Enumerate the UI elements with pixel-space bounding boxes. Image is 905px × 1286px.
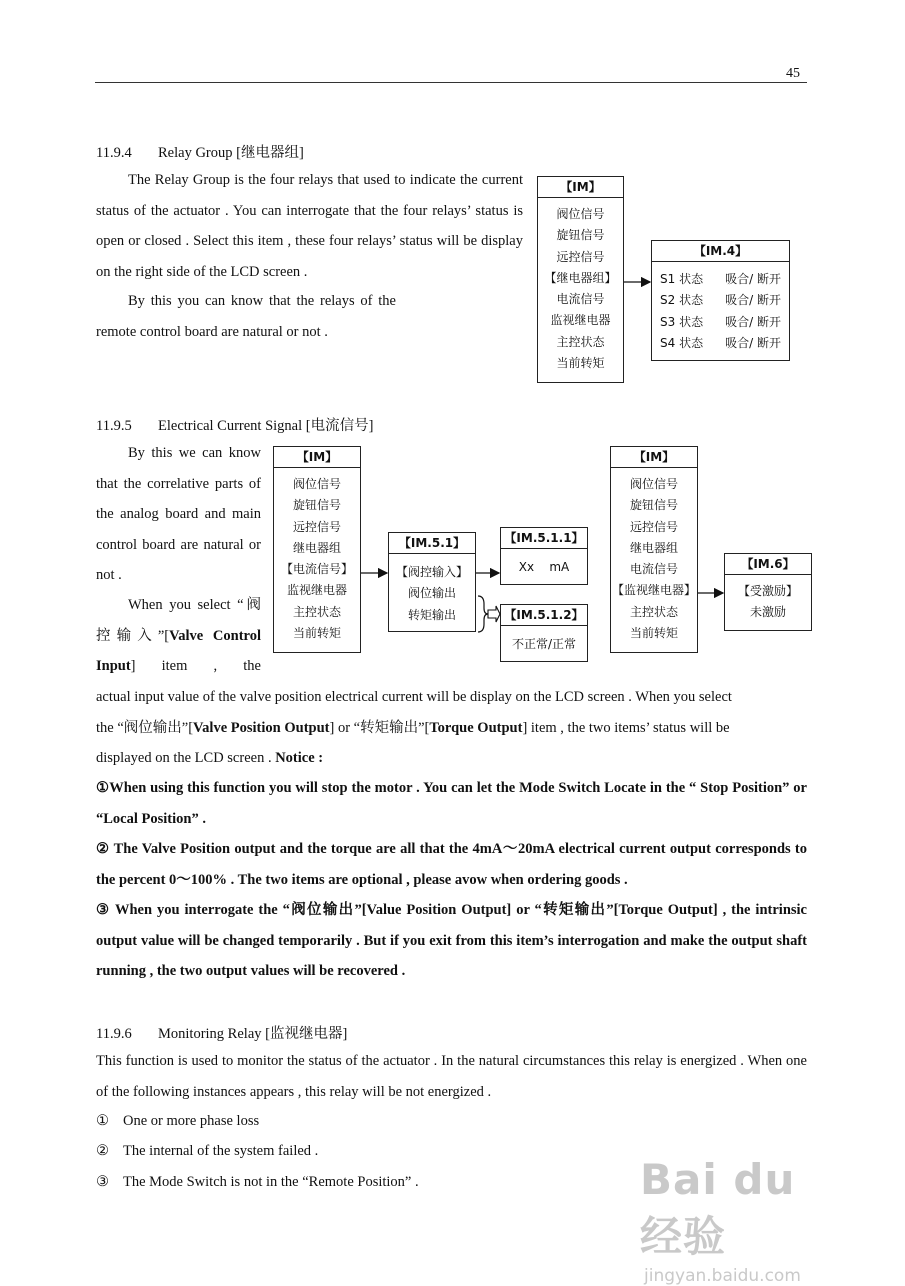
section-heading-11-9-5 (96, 414, 373, 435)
menu-item: 电流信号 (556, 292, 605, 307)
relay-name: S2 状态 (660, 293, 704, 308)
im512-box (500, 604, 588, 662)
section-title: Relay Group [继电器组] (158, 145, 304, 161)
text-run-bold: Valve Control Input (96, 627, 261, 674)
menu-item-selected: 【阀控输入】 (395, 565, 468, 579)
box-title: 【IM.4】 (652, 241, 789, 262)
relay-group-paragraph: The Relay Group is the four relays that used to indicate the current status of the actuator . You can interrogate that the four relays’ status is open or closed . Select this item , these four relays’ status will be display on the right side of the LCD screen . (96, 172, 523, 280)
text-run: displayed on the LCD screen . (96, 750, 276, 766)
menu-item: 阀位信号 (556, 207, 605, 221)
menu-item: 远控信号 (292, 519, 341, 534)
double-arrow-outputs (488, 606, 500, 622)
notice-3: ③ When you interrogate the “阀位输出”[Value Position Output] or “转矩输出”[Torque Output] , the intrinsic output value will be changed temporarily . But if you exit from this item’s interrogation and make the output shaft running , the two output values will be recovered . (96, 902, 807, 979)
section-title: Monitoring Relay [监视继电器] (158, 1026, 348, 1042)
list-item (96, 1143, 318, 1160)
box-title: 【IM.5.1】 (389, 533, 475, 554)
list-text: One or more phase loss (123, 1113, 260, 1129)
list-text: The internal of the system failed . (123, 1143, 319, 1159)
relay-status-row (652, 269, 789, 290)
current-value: Xx mA (518, 560, 570, 574)
section-number: 11.9.5 (96, 418, 132, 434)
menu-item: 电流信号 (629, 562, 678, 577)
current-signal-paragraph: By this we can know that the correlative parts of the analog board and main control board are natural or not . (96, 445, 261, 583)
section-heading-11-9-4 (96, 141, 304, 162)
list-item (96, 1174, 419, 1191)
box-title: 【IM】 (274, 447, 360, 468)
page-number: 45 (786, 66, 800, 81)
im511-box (500, 527, 588, 585)
menu-item: 转矩输出 (407, 607, 456, 622)
section-title: Electrical Current Signal [电流信号] (158, 418, 374, 434)
menu-item: 阀位信号 (629, 477, 678, 491)
relay-value: 吸合/ 断开 (725, 335, 781, 350)
header-rule (95, 82, 807, 83)
menu-item-selected: 【监视继电器】 (611, 583, 696, 598)
current-signal-continued (96, 682, 807, 774)
select-paragraph (96, 590, 261, 682)
im51-box (388, 532, 476, 632)
notice-1: ①When using this function you will stop the motor . You can let the Mode Switch Locate in the “ Stop Position” or “Local Position” . (96, 780, 807, 827)
box-title: 【IM.6】 (725, 554, 811, 575)
list-marker: ② (96, 1143, 109, 1159)
section-heading-11-9-6 (96, 1022, 347, 1043)
relay-value: 吸合/ 断开 (725, 272, 781, 286)
im-menu-box (537, 176, 624, 383)
box-title: 【IM.5.1.1】 (501, 528, 587, 549)
im6-box (724, 553, 812, 631)
menu-item: 远控信号 (556, 249, 605, 264)
relay-status-row (652, 290, 789, 311)
menu-item: 阀位信号 (292, 477, 341, 491)
menu-item: 旋钮信号 (629, 498, 678, 513)
menu-item: 主控状态 (556, 334, 605, 349)
text-run-bold: Torque Output (429, 719, 523, 736)
menu-item: 主控状态 (629, 604, 678, 619)
menu-item: 当前转矩 (629, 626, 678, 641)
list-marker: ③ (96, 1174, 109, 1190)
relay-name: S3 状态 (660, 314, 704, 329)
menu-item: 阀位输出 (407, 586, 456, 601)
im-menu-box (610, 446, 698, 653)
text-run-bold: Valve Position Output (193, 719, 330, 736)
im4-status-box (651, 240, 790, 361)
menu-item-selected: 【受激励】 (737, 584, 798, 598)
list-item (96, 1113, 259, 1130)
im-menu-box (273, 446, 361, 653)
menu-item: 旋钮信号 (292, 498, 341, 513)
relay-status-row (652, 333, 789, 354)
menu-item-selected: 【继电器组】 (544, 270, 617, 285)
menu-item: 未激励 (749, 605, 786, 620)
brace-outputs (478, 596, 488, 632)
menu-item: 监视继电器 (286, 583, 347, 598)
relay-value: 吸合/ 断开 (725, 293, 781, 308)
list-marker: ① (96, 1113, 109, 1129)
menu-item: 当前转矩 (292, 626, 341, 641)
menu-item: 监视继电器 (550, 313, 611, 328)
status-value: 不正常/正常 (511, 637, 577, 651)
menu-item-selected: 【电流信号】 (280, 562, 353, 577)
relay-value: 吸合/ 断开 (725, 314, 781, 329)
list-text: The Mode Switch is not in the “Remote Position” . (123, 1174, 419, 1190)
text-line: actual input value of the valve position electrical current will be display on the LCD screen . When you select (96, 689, 732, 705)
text-run: ] item , the (130, 658, 261, 674)
relay-name: S1 状态 (660, 272, 704, 286)
text-run: ] or “转矩输出”[ (329, 719, 430, 736)
watermark-url: jingyan.baidu.com (644, 1266, 801, 1286)
baidu-watermark (640, 1155, 840, 1286)
notice-2: ② The Valve Position output and the torque are all that the 4mA～20mA electrical current output corresponds to the percent 0～100% . The two items are optional , please avow when ordering goods . (96, 841, 807, 888)
section-number: 11.9.4 (96, 145, 132, 161)
watermark-logo: Bai du 经验 (640, 1155, 796, 1261)
text-run: When you select “阀控输入”[ (96, 597, 261, 644)
relay-name: S4 状态 (660, 335, 704, 350)
notice-label: Notice : (275, 750, 324, 766)
monitoring-relay-paragraph: This function is used to monitor the status of the actuator . In the natural circumstances this relay is energized . When one of the following instances appears , this relay will be not energized . (96, 1053, 807, 1100)
text-run: ] item , the two items’ status will be (522, 719, 730, 736)
menu-item: 远控信号 (629, 519, 678, 534)
section-number: 11.9.6 (96, 1026, 132, 1042)
menu-item: 当前转矩 (556, 356, 605, 371)
box-title: 【IM】 (538, 177, 623, 198)
box-title: 【IM.5.1.2】 (501, 605, 587, 626)
menu-item: 旋钮信号 (556, 228, 605, 243)
menu-item: 继电器组 (292, 540, 341, 555)
box-title: 【IM】 (611, 447, 697, 468)
relay-status-row (652, 312, 789, 333)
text-run: the “阀位输出”[ (96, 719, 194, 736)
menu-item: 主控状态 (292, 604, 341, 619)
menu-item: 继电器组 (629, 540, 678, 555)
relay-group-paragraph-2: By this you can know that the relays of the remote control board are natural or not . (96, 293, 396, 340)
